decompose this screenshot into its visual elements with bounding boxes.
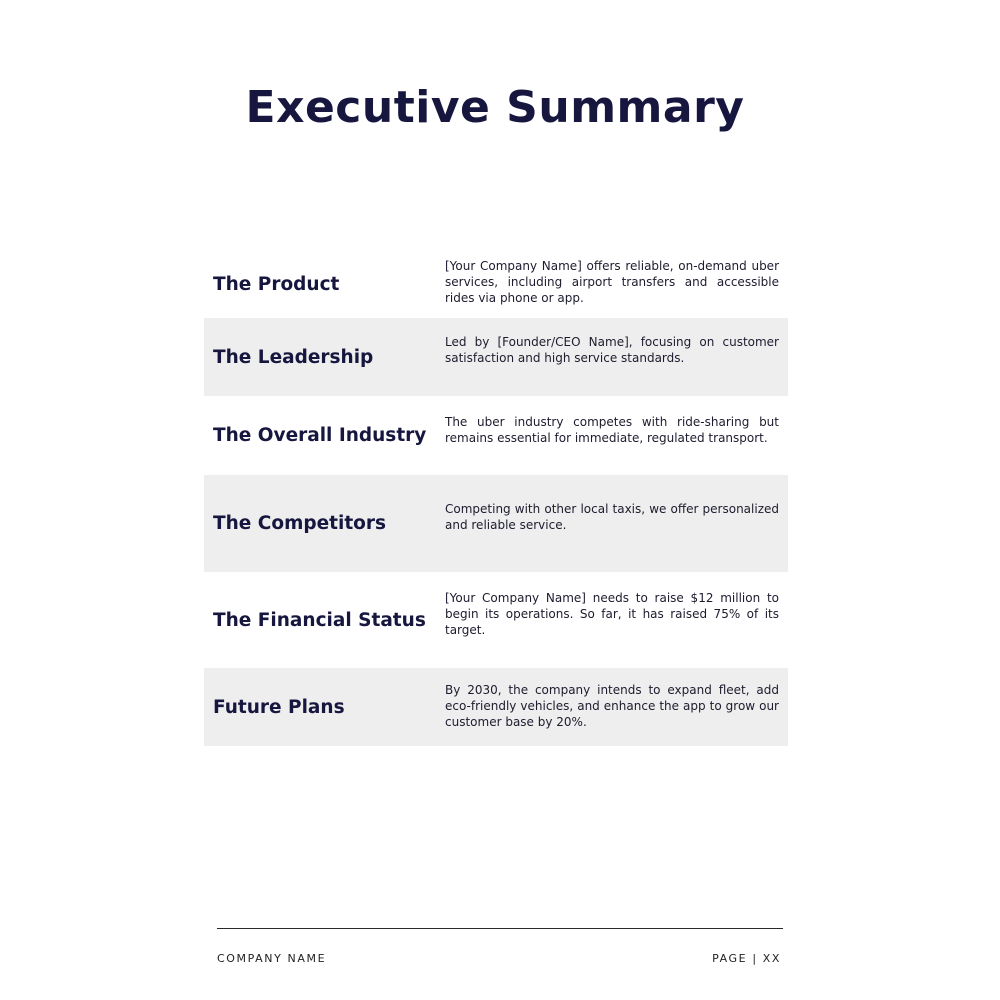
row-label: The Competitors	[213, 513, 387, 534]
row-description: [Your Company Name] offers reliable, on-demand uber services, including airport transfers and accessible rides via phone or app.	[445, 259, 779, 305]
row-label: Future Plans	[213, 696, 345, 718]
summary-row-future-plans	[204, 668, 788, 746]
summary-row-financial-status	[204, 572, 788, 668]
row-description: Led by [Founder/CEO Name], focusing on customer satisfaction and high service standards.	[445, 335, 779, 365]
row-description: By 2030, the company intends to expand fleet, add eco-friendly vehicles, and enhance the app to grow our customer base by 20%.	[445, 682, 779, 729]
summary-row-industry	[204, 396, 788, 475]
summary-table	[204, 250, 788, 746]
row-label: The Product	[213, 273, 340, 295]
row-description: Competing with other local taxis, we offer personalized and reliable service.	[445, 502, 779, 532]
page-title: Executive Summary	[245, 82, 745, 133]
footer-page-number: PAGE | XX	[712, 952, 781, 965]
row-label: The Overall Industry	[213, 425, 427, 446]
summary-row-product	[204, 250, 788, 318]
summary-row-competitors	[204, 475, 788, 572]
summary-row-leadership	[204, 318, 788, 396]
row-label: The Financial Status	[213, 609, 426, 631]
row-description: [Your Company Name] needs to raise $12 million to begin its operations. So far, it has raised 75% of its target.	[445, 590, 779, 637]
row-description: The uber industry competes with ride-sharing but remains essential for immediate, regulated transport.	[445, 414, 779, 445]
row-label: The Leadership	[213, 346, 374, 368]
footer-company-name: COMPANY NAME	[217, 952, 327, 965]
footer-divider	[217, 928, 783, 929]
